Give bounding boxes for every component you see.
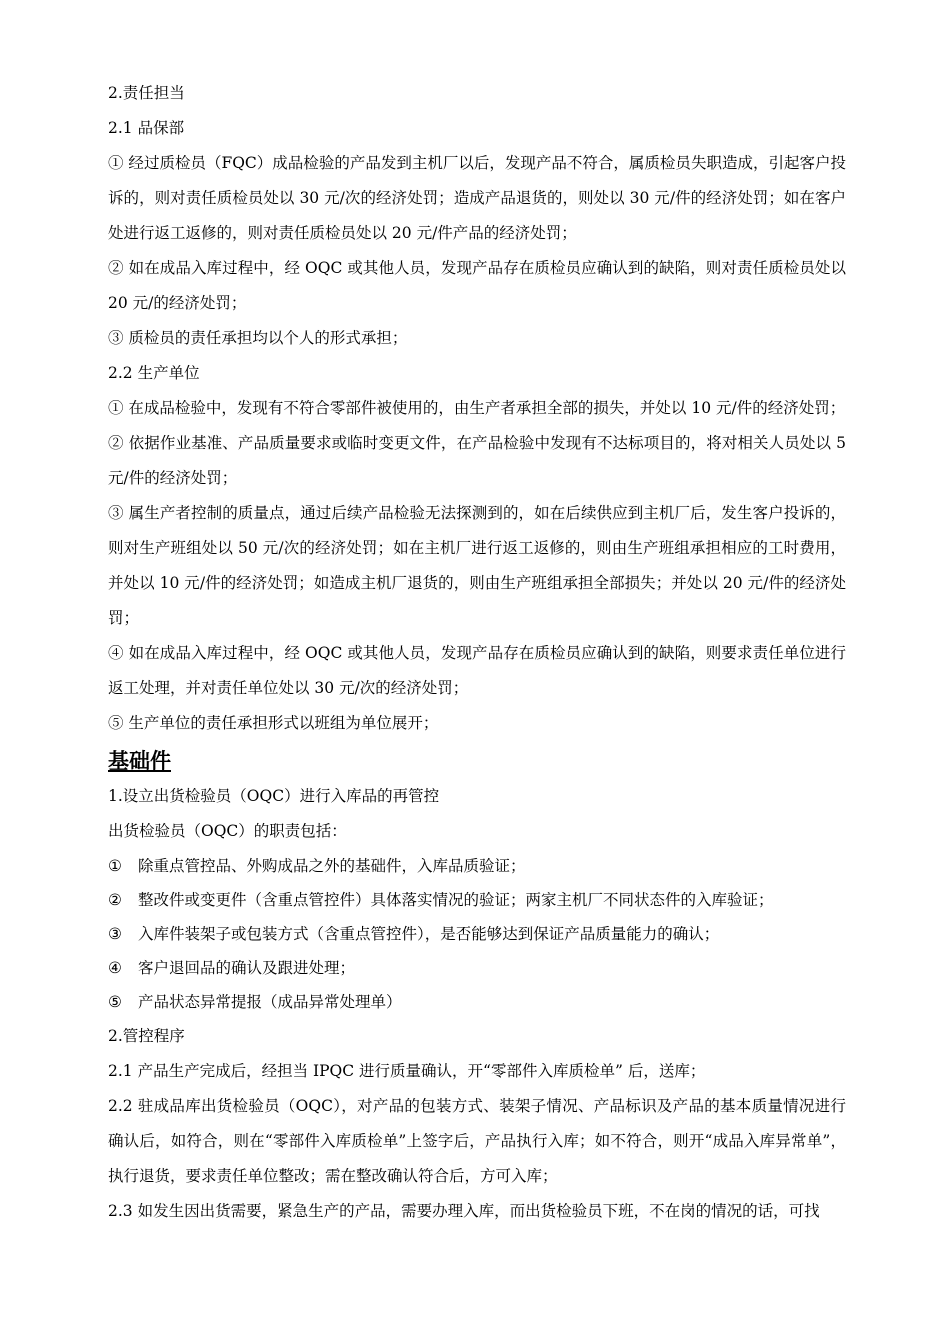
oqc-duty-item — [108, 917, 846, 951]
list-text: 产品状态异常提报（成品异常处理单） — [138, 993, 402, 1011]
procedure-step-2: 2.2 驻成品库出货检验员（OQC），对产品的包装方式、装架子情况、产品标识及产品的基本质量情况进行确认后，如符合，则在“零部件入库质检单”上签字后，产品执行入库；如不符合，则开“成品入库异常单”，执行退货，要求责任单位整改；需在整改确认符合后，方可入库； — [108, 1097, 846, 1185]
oqc-duty-item — [108, 951, 846, 985]
heading-basic-parts: 基础件 — [108, 748, 171, 773]
document-body — [108, 76, 846, 1229]
list-text: 整改件或变更件（含重点管控件）具体落实情况的验证；两家主机厂不同状态件的入库验证； — [138, 891, 774, 909]
subsection-title-production-unit: 2.2 生产单位 — [108, 364, 200, 382]
quality-dept-item-2: ② 如在成品入库过程中，经 OQC 或其他人员，发现产品存在质检员应确认到的缺陷，则对责任质检员处以 20 元/的经济处罚； — [108, 259, 846, 312]
list-text: 入库件装架子或包装方式（含重点管控件），是否能够达到保证产品质量能力的确认； — [138, 925, 720, 943]
subsection-title-quality-dept: 2.1 品保部 — [108, 119, 185, 137]
section-title-responsibility: 2.责任担当 — [108, 84, 185, 102]
list-marker: ② — [108, 891, 122, 909]
oqc-duty-item — [108, 849, 846, 883]
production-unit-item-3: ③ 属生产者控制的质量点，通过后续产品检验无法探测到的，如在后续供应到主机厂后，发生客户投诉的，则对生产班组处以 50 元/次的经济处罚；如在主机厂进行返工返修的，则由生产班组承担相应的工时费用，并处以 10 元/件的经济处罚；如造成主机厂退货的，则由生产班组承担全部损失；并处以 20 元/件的经济处罚； — [108, 504, 846, 627]
list-marker: ④ — [108, 959, 122, 977]
procedure-step-1: 2.1 产品生产完成后，经担当 IPQC 进行质量确认，开“零部件入库质检单” 后，送库； — [108, 1062, 706, 1080]
quality-dept-item-1: ① 经过质检员（FQC）成品检验的产品发到主机厂以后，发现产品不符合，属质检员失职造成，引起客户投诉的，则对责任质检员处以 30 元/次的经济处罚；造成产品退货的，则处以 30 元/件的经济处罚；如在客户处进行返工返修的，则对责任质检员处以 20 元/件产品的经济处罚； — [108, 154, 846, 242]
quality-dept-item-3: ③ 质检员的责任承担均以个人的形式承担； — [108, 329, 408, 347]
list-marker: ⑤ — [108, 993, 122, 1011]
production-unit-item-5: ⑤ 生产单位的责任承担形式以班组为单位展开； — [108, 714, 439, 732]
oqc-duty-item — [108, 985, 846, 1019]
oqc-duty-item — [108, 883, 846, 917]
basic-section-2-title: 2.管控程序 — [108, 1027, 185, 1045]
list-marker: ① — [108, 857, 122, 875]
oqc-duties-intro: 出货检验员（OQC）的职责包括： — [108, 822, 347, 840]
production-unit-item-2: ② 依据作业基准、产品质量要求或临时变更文件，在产品检验中发现有不达标项目的，将对相关人员处以 5 元/件的经济处罚； — [108, 434, 846, 487]
production-unit-item-1: ① 在成品检验中，发现有不符合零部件被使用的，由生产者承担全部的损失，并处以 10 元/件的经济处罚； — [108, 399, 846, 417]
procedure-step-3: 2.3 如发生因出货需要，紧急生产的产品，需要办理入库，而出货检验员下班，不在岗的情况的话，可找 — [108, 1202, 820, 1220]
list-marker: ③ — [108, 925, 122, 943]
production-unit-item-4: ④ 如在成品入库过程中，经 OQC 或其他人员，发现产品存在质检员应确认到的缺陷，则要求责任单位进行返工处理，并对责任单位处以 30 元/次的经济处罚； — [108, 644, 846, 697]
list-text: 客户退回品的确认及跟进处理； — [138, 959, 356, 977]
list-text: 除重点管控品、外购成品之外的基础件，入库品质验证； — [138, 857, 526, 875]
basic-section-1-title: 1.设立出货检验员（OQC）进行入库品的再管控 — [108, 787, 440, 805]
